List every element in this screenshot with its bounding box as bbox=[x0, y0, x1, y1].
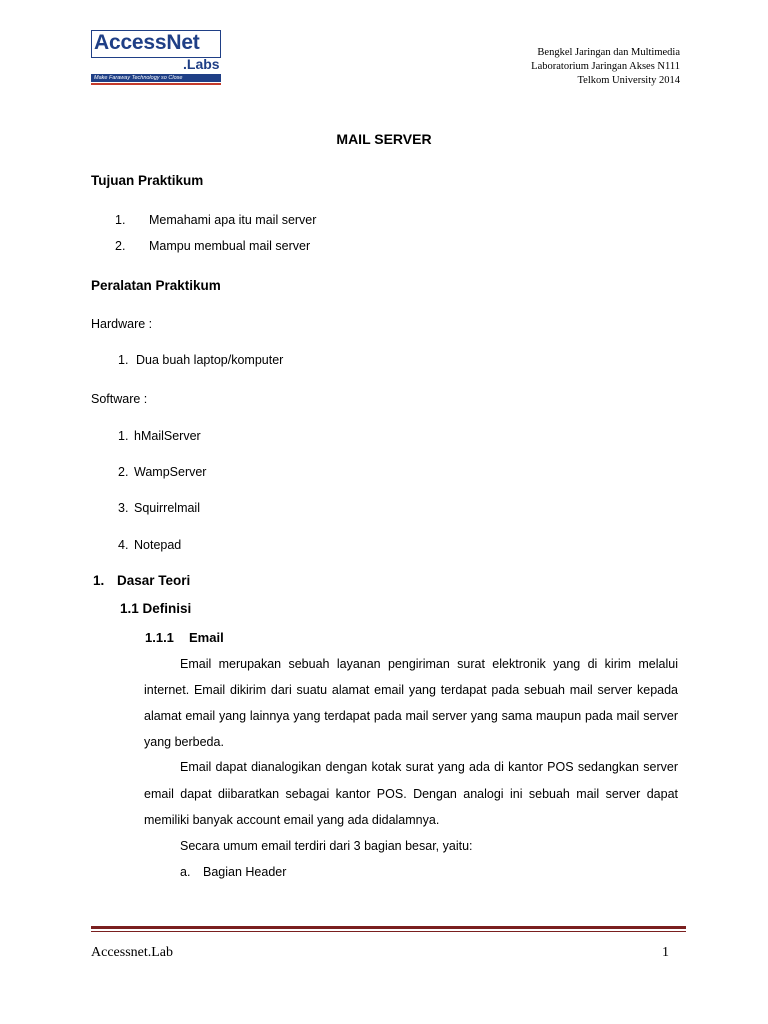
footer-rule-thick bbox=[91, 926, 686, 929]
footer-left: Accessnet.Lab bbox=[91, 945, 174, 960]
list-a-text: Bagian Header bbox=[203, 865, 287, 879]
tujuan-item-2: Mampu membual mail server bbox=[149, 239, 311, 253]
software-item-3: Squirrelmail bbox=[134, 501, 200, 515]
software-item-1-num: 1. bbox=[118, 429, 129, 443]
software-item-3-num: 3. bbox=[118, 501, 129, 515]
para3-line: Secara umum email terdiri dari 3 bagian besar, yaitu: bbox=[180, 839, 473, 853]
section-title: Dasar Teori bbox=[117, 573, 191, 588]
tujuan-item-2-num: 2. bbox=[115, 239, 126, 253]
para2-line-1: Email dapat dianalogikan dengan kotak surat yang ada di kantor POS sedangkan server bbox=[180, 760, 678, 774]
software-item-2: WampServer bbox=[134, 465, 207, 479]
list-a-marker: a. bbox=[180, 865, 191, 879]
para1-line-3: alamat email yang lainnya yang terdapat pada mail server yang sama maupun pada mail server bbox=[144, 709, 678, 723]
software-item-4-num: 4. bbox=[118, 538, 129, 552]
para1-line-4: yang berbeda. bbox=[144, 735, 224, 749]
page-number: 1 bbox=[662, 945, 669, 960]
tujuan-heading: Tujuan Praktikum bbox=[91, 173, 204, 188]
subsubsection-number: 1.1.1 bbox=[145, 630, 174, 645]
software-label: Software : bbox=[91, 392, 148, 406]
peralatan-heading: Peralatan Praktikum bbox=[91, 278, 221, 293]
header-line-2: Laboratorium Jaringan Akses N111 bbox=[531, 61, 680, 72]
hardware-item-1: Dua buah laptop/komputer bbox=[136, 353, 284, 367]
header-line-3: Telkom University 2014 bbox=[577, 75, 680, 86]
accessnet-logo bbox=[91, 30, 222, 87]
para1-line-1: Email merupakan sebuah layanan pengiriman surat elektronik yang di kirim melalui bbox=[180, 657, 678, 671]
logo-tagline: Make Faraway Technology so Close bbox=[94, 75, 183, 81]
tujuan-item-1: Memahami apa itu mail server bbox=[149, 213, 317, 227]
logo-labs-text: .Labs bbox=[183, 56, 220, 72]
software-item-4: Notepad bbox=[134, 538, 182, 552]
logo-wordmark: AccessNet bbox=[94, 31, 200, 54]
para2-line-3: memiliki banyak account email yang ada didalamnya. bbox=[144, 813, 440, 827]
page-title: MAIL SERVER bbox=[336, 131, 432, 147]
subsection-title: 1.1 Definisi bbox=[120, 601, 192, 616]
hardware-item-1-num: 1. bbox=[118, 353, 129, 367]
footer-rule-thin bbox=[91, 931, 686, 932]
section-number: 1. bbox=[93, 573, 105, 588]
software-item-2-num: 2. bbox=[118, 465, 129, 479]
logo-red-line bbox=[91, 83, 221, 85]
software-item-1: hMailServer bbox=[134, 429, 201, 443]
tujuan-item-1-num: 1. bbox=[115, 213, 126, 227]
hardware-label: Hardware : bbox=[91, 317, 153, 331]
header-line-1: Bengkel Jaringan dan Multimedia bbox=[537, 47, 680, 58]
subsubsection-title: Email bbox=[189, 630, 224, 645]
para1-line-2: internet. Email dikirim dari suatu alamat email yang terdapat pada sebuah mail server kepada bbox=[144, 683, 678, 697]
para2-line-2: email dapat diibaratkan sebagai kantor POS. Dengan analogi ini sebuah mail server dapat bbox=[144, 787, 678, 801]
